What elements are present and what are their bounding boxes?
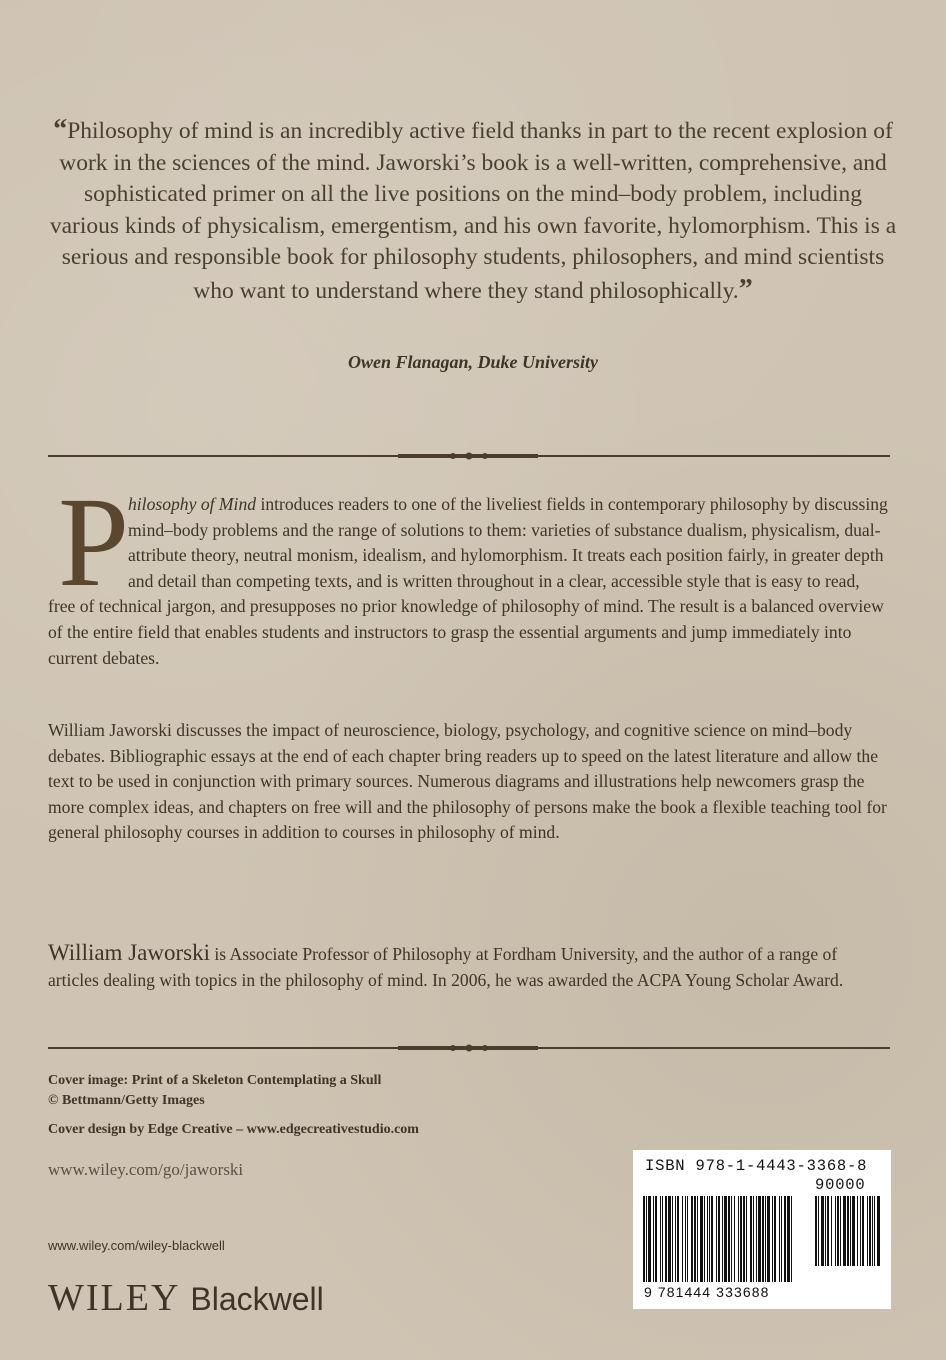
barcode-bar — [784, 1196, 786, 1282]
copyright-line: © Bettmann/Getty Images — [48, 1093, 205, 1108]
barcode-bar — [746, 1196, 747, 1282]
barcode-bar — [762, 1196, 764, 1282]
price-barcode-bar — [869, 1196, 871, 1266]
price-barcode-bar — [862, 1196, 864, 1266]
barcode-bar — [662, 1196, 663, 1282]
price-code: 90000 — [815, 1176, 866, 1194]
barcode-bar — [660, 1196, 661, 1282]
publisher-url: www.wiley.com/wiley-blackwell — [48, 1238, 225, 1253]
barcode-bar — [767, 1196, 770, 1282]
barcode-bar — [753, 1196, 754, 1282]
barcode-bar — [677, 1196, 679, 1282]
author-bio-text: is Associate Professor of Philosophy at Fordham University, and the author of a range of articles dealing with topics in the philosophy of mind. In 2006, he was awarded the ACPA Young Scholar Award. — [48, 944, 844, 990]
barcode-bar — [685, 1196, 686, 1282]
barcode-bar — [697, 1196, 698, 1282]
ornamental-divider-top — [48, 450, 890, 462]
book-url: www.wiley.com/go/jaworski — [48, 1160, 244, 1179]
barcode-bar — [675, 1196, 676, 1282]
price-barcode-bar — [827, 1196, 829, 1266]
drop-cap-container — [48, 471, 130, 613]
barcode-bar — [648, 1196, 651, 1282]
barcode-bar — [740, 1196, 742, 1282]
barcode-bar — [779, 1196, 780, 1282]
logo-wiley-text: WILEY — [48, 1277, 181, 1319]
barcode-bar — [787, 1196, 790, 1282]
barcode-bar — [772, 1196, 773, 1282]
drop-cap: P — [58, 471, 130, 613]
barcode-bar — [682, 1196, 683, 1282]
price-barcode-bar — [821, 1196, 824, 1266]
price-barcode-bar — [837, 1196, 839, 1266]
barcode-bar — [718, 1196, 720, 1282]
close-quote-mark: ” — [738, 273, 753, 305]
cover-image-line: Cover image: Print of a Skeleton Contemplating a Skull — [48, 1073, 382, 1088]
price-barcode-bar — [872, 1196, 873, 1266]
barcode-bar — [756, 1196, 757, 1282]
price-barcode-bar — [850, 1196, 851, 1266]
barcode-bar — [655, 1196, 657, 1282]
author-name: William Jaworski — [48, 940, 210, 965]
logo-blackwell-text: Blackwell — [190, 1281, 324, 1317]
barcode-bar — [711, 1196, 713, 1282]
barcode-bars — [643, 1196, 881, 1288]
quote-attribution: Owen Flanagan, Duke University — [347, 352, 599, 372]
barcode-bar — [646, 1196, 647, 1282]
barcode-bar — [643, 1196, 645, 1282]
barcode-bar — [653, 1196, 654, 1282]
barcode-bar — [694, 1196, 696, 1282]
barcode-bar — [791, 1196, 792, 1282]
price-barcode-bar — [860, 1196, 861, 1266]
price-barcode-bar — [831, 1196, 832, 1266]
barcode-bar — [731, 1196, 732, 1282]
price-barcode-bar — [867, 1196, 868, 1266]
barcode-bar — [704, 1196, 705, 1282]
barcode-bar — [724, 1196, 727, 1282]
price-barcode-bar — [847, 1196, 849, 1266]
price-barcode-bar — [877, 1196, 880, 1266]
barcode-bar — [668, 1196, 671, 1282]
barcode-digits: 9 781444 333688 — [644, 1284, 770, 1300]
barcode-bar — [774, 1196, 776, 1282]
book-title-italic: hilosophy of Mind — [128, 494, 257, 514]
endorsement-quote — [48, 114, 898, 307]
price-barcode-bar — [857, 1196, 858, 1266]
barcode-bar — [738, 1196, 739, 1282]
cover-image-credit — [48, 1071, 381, 1111]
open-quote-mark: “ — [53, 114, 68, 145]
paragraph-1-text: introduces readers to one of the liveliest fields in contemporary philosophy by discussing mind–body problems and the range of solutions to them: varieties of substance dualism, physicalism, dual-attribute theory, neutral monism, idealism, and hylomorphism. It treats each position fairly, in greater depth and detail than competing texts, and is written throughout in a clear, accessible style that is easy to read, free of technical jargon, and presupposes no prior knowledge of philosophy of mind. The result is a balanced overview of the entire field that enables students and instructors to grasp the essential arguments and jump immediately into current debates. — [48, 494, 888, 668]
ornamental-divider-bottom — [48, 1042, 890, 1054]
quote-text: Philosophy of mind is an incredibly active field thanks in part to the recent explosion of work in the sciences of the mind. Jaworski’s book is a well-written, comprehensive, and sophisticated primer on all the live positions on the mind–body problem, including various kinds of physicalism, emergentism, and his own favorite, hylomorphism. This is a serious and responsible book for philosophy students, philosophers, and mind scientists who want to understand where they stand philosophically. — [49, 118, 897, 304]
isbn-barcode — [633, 1150, 891, 1309]
barcode-bar — [728, 1196, 730, 1282]
barcode-bar — [716, 1196, 717, 1282]
barcode-bar — [665, 1196, 667, 1282]
barcode-bar — [722, 1196, 723, 1282]
barcode-bar — [750, 1196, 752, 1282]
barcode-bar — [709, 1196, 710, 1282]
price-barcode-bar — [818, 1196, 819, 1266]
barcode-bar — [700, 1196, 703, 1282]
price-barcode-bar — [840, 1196, 841, 1266]
barcode-bar — [743, 1196, 745, 1282]
price-barcode-bar — [815, 1196, 817, 1266]
barcode-bar — [672, 1196, 673, 1282]
price-barcode-bar — [825, 1196, 826, 1266]
price-barcode-bar — [852, 1196, 855, 1266]
price-barcode-bar — [843, 1196, 846, 1266]
barcode-bar — [707, 1196, 708, 1282]
description-paragraph-2: William Jaworski discusses the impact of neuroscience, biology, psychology, and cognitive science on mind–body debates. Bibliographic essays at the end of each chapter bring readers up to speed on the latest literature and allow the text to be used in conjunction with primary sources. Numerous diagrams and illustrations help newcomers grasp the more complex ideas, and chapters on free will and the philosophy of persons make the book a flexible teaching tool for general philosophy courses in addition to courses in philosophy of mind. — [48, 720, 887, 843]
cover-design-credit: Cover design by Edge Creative – www.edgecreativestudio.com — [48, 1122, 419, 1137]
description-paragraph-1 — [48, 471, 890, 671]
price-barcode-bar — [874, 1196, 875, 1266]
isbn-text: ISBN 978-1-4443-3368-8 — [645, 1157, 868, 1175]
barcode-bar — [765, 1196, 766, 1282]
barcode-bar — [691, 1196, 693, 1282]
barcode-bar — [758, 1196, 761, 1282]
barcode-bar — [687, 1196, 688, 1282]
author-bio — [48, 940, 890, 993]
barcode-bar — [734, 1196, 735, 1282]
wiley-blackwell-logo — [48, 1276, 324, 1319]
price-barcode-bar — [835, 1196, 836, 1266]
barcode-bar — [781, 1196, 782, 1282]
